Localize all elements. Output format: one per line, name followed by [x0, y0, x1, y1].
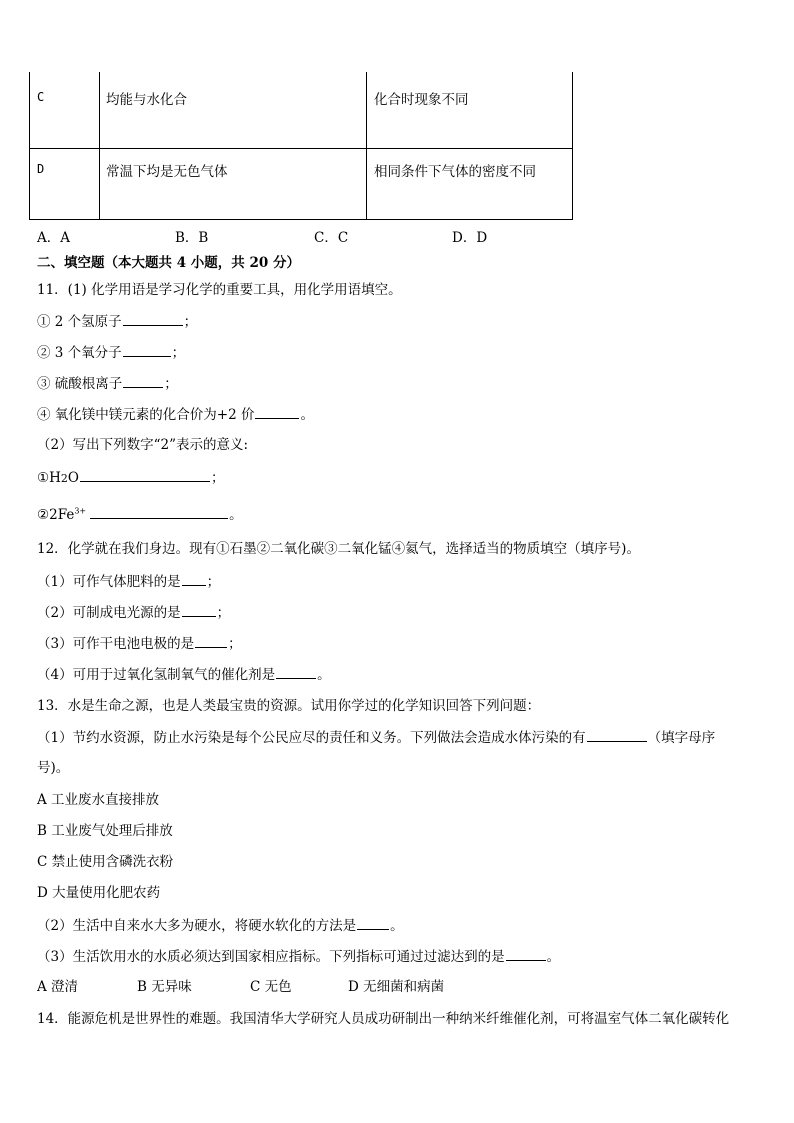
fe-ion: ②2Fe: [37, 507, 75, 523]
q10-option-b: B．B: [175, 230, 209, 246]
q12-item-4-end: 。: [317, 667, 331, 683]
h2o-o: O: [67, 470, 79, 486]
section-title: 二、填空题（本大题共 4 小题，共 20 分）: [37, 255, 300, 271]
q12-item-2: [37, 603, 230, 622]
q13-part1-cont: 号)。: [37, 760, 70, 776]
q13-filter-option-d: D 无细菌和病菌: [348, 979, 445, 995]
q13-part2: [37, 916, 404, 935]
answer-blank[interactable]: [123, 343, 171, 357]
q11-item-3-text: ③ 硫酸根离子: [37, 376, 123, 392]
q10-option-c: C．C: [314, 230, 349, 246]
table-row-c-col2: 化合时现象不同: [374, 92, 469, 108]
h2o-h: ①H: [37, 470, 61, 486]
q11-item-1-text: ① 2 个氢原子: [37, 314, 122, 330]
answer-blank[interactable]: [195, 634, 227, 648]
q14-stem: 14．能源危机是世界性的难题。我国清华大学研究人员成功研制出一种纳米纤维催化剂，可将温室气体二氧化碳转化: [37, 1011, 730, 1027]
q13-part2-text: （2）生活中自来水大多为硬水，将硬水软化的方法是: [37, 918, 357, 934]
answer-blank[interactable]: [90, 505, 228, 519]
answer-blank[interactable]: [276, 665, 316, 679]
answer-blank[interactable]: [80, 468, 210, 482]
q12-item-3-end: ；: [228, 636, 242, 652]
comparison-table: [29, 72, 573, 220]
q13-option-d: D 大量使用化肥农药: [37, 885, 161, 901]
q12-item-3-text: （3）可作干电池电极的是: [37, 636, 195, 652]
answer-blank[interactable]: [123, 374, 163, 388]
q12-item-2-text: （2）可制成电光源的是: [37, 605, 181, 621]
table-row-d-label: D: [37, 162, 45, 176]
q10-option-a: A．A: [37, 230, 70, 246]
q11-fe-line: [37, 505, 243, 524]
q11-item-4: [37, 405, 314, 424]
answer-blank[interactable]: [255, 405, 299, 419]
q12-item-1: [37, 572, 220, 591]
answer-blank[interactable]: [182, 572, 206, 586]
q11-item-4-end: 。: [300, 407, 314, 423]
q12-item-1-end: ；: [206, 574, 221, 590]
table-row-c-col1: 均能与水化合: [106, 92, 187, 108]
q13-filter-option-c: C 无色: [250, 979, 292, 995]
table-row-d-col1: 常温下均是无色气体: [106, 164, 228, 180]
q11-part2: （2）写出下列数字“2”表示的意义:: [37, 437, 249, 453]
q11-item-1: [37, 312, 197, 331]
q13-option-a: A 工业废水直接排放: [37, 792, 160, 808]
q12-item-2-end: ；: [216, 605, 231, 621]
answer-blank[interactable]: [123, 312, 183, 326]
q11-item-2-end: ；: [171, 345, 186, 361]
q11-item-4-text: ④ 氧化镁中镁元素的化合价为+2 价: [37, 407, 255, 423]
q13-part1-suffix: （填字母序: [647, 730, 716, 746]
q12-stem: 12．化学就在我们身边。现有①石墨②二氧化碳③二氧化锰④氦气，选择适当的物质填空（填序号)。: [37, 541, 640, 557]
q13-part3: [37, 947, 560, 966]
q11-item-2-text: ② 3 个氧分子: [37, 345, 122, 361]
q13-part3-text: （3）生活饮用水的水质必须达到国家相应指标。下列指标可通过过滤达到的是: [37, 949, 505, 965]
q11-stem: 11．(1) 化学用语是学习化学的重要工具，用化学用语填空。: [37, 282, 402, 298]
q13-part1: [37, 728, 715, 747]
q11-item-2: [37, 343, 185, 362]
q13-option-b: B 工业废气处理后排放: [37, 823, 173, 839]
q12-item-4-text: （4）可用于过氧化氢制氧气的催化剂是: [37, 667, 276, 683]
h2o-subscript: 2: [60, 472, 68, 485]
q11-item-3-end: ；: [164, 376, 178, 392]
q13-part2-end: 。: [390, 918, 404, 934]
q13-option-c: C 禁止使用含磷洗衣粉: [37, 854, 174, 870]
table-row-c-label: C: [37, 90, 45, 104]
q13-stem: 13．水是生命之源，也是人类最宝贵的资源。试用你学过的化学知识回答下列问题：: [37, 698, 541, 714]
answer-blank[interactable]: [182, 603, 216, 617]
q13-part3-end: 。: [546, 949, 561, 965]
q13-filter-option-b: B 无异味: [137, 979, 192, 995]
answer-blank[interactable]: [506, 947, 546, 961]
q12-item-4: [37, 665, 331, 684]
q11-fe-end: 。: [229, 507, 243, 523]
q11-item-1-end: ；: [183, 314, 198, 330]
q12-item-3: [37, 634, 242, 653]
q11-h2o-end: ；: [210, 470, 225, 486]
q12-item-1-text: （1）可作气体肥料的是: [37, 574, 181, 590]
table-row-d-col2: 相同条件下气体的密度不同: [374, 164, 536, 180]
q11-item-3: [37, 374, 178, 393]
answer-blank[interactable]: [357, 916, 389, 930]
q13-filter-option-a: A 澄清: [37, 979, 79, 995]
answer-blank[interactable]: [587, 728, 647, 742]
q13-part1-text: （1）节约水资源，防止水污染是每个公民应尽的责任和义务。下列做法会造成水体污染的有: [37, 730, 586, 746]
fe-charge: 3+: [74, 506, 87, 516]
q10-option-d: D．D: [452, 230, 488, 246]
q11-h2o-line: [37, 468, 224, 488]
